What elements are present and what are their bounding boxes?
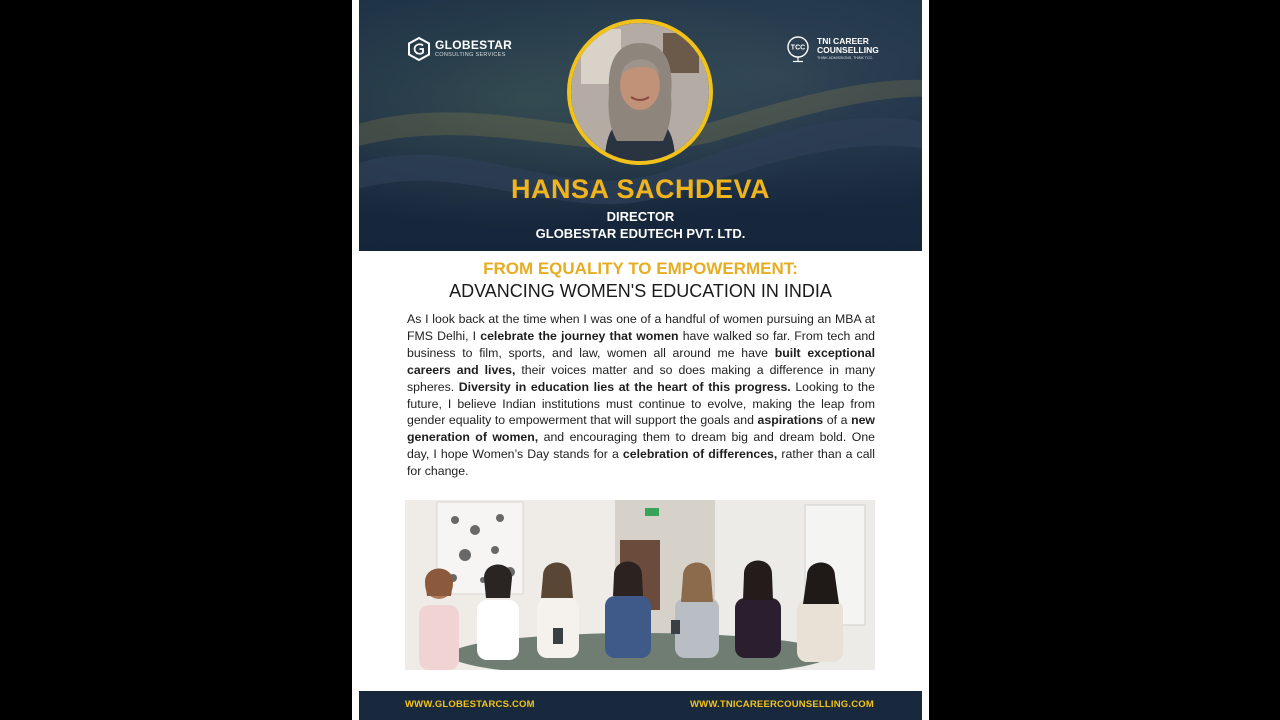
header-banner	[359, 0, 922, 251]
article-body	[407, 311, 875, 480]
person-role	[359, 208, 922, 242]
tni-career-logo	[784, 34, 879, 64]
director-portrait	[567, 19, 713, 165]
footer-bar	[359, 691, 922, 720]
body-run: and encouraging them to dream big and dream bold. One day, I hope Women’s Day stands for a	[407, 430, 876, 462]
tni-logo-name-line1: TNI CAREER	[817, 36, 869, 46]
body-run: have walked so far. From tech and business to film, sports, and law, women all around me have	[407, 328, 875, 360]
body-emphasis: aspirations	[757, 413, 824, 428]
globestar-logo-icon	[407, 37, 431, 61]
tni-logo-name-line2: COUNSELLING	[817, 45, 879, 55]
body-emphasis: built exceptional careers and lives,	[407, 345, 876, 377]
article-headline-line2: ADVANCING WOMEN'S EDUCATION IN INDIA	[449, 281, 832, 301]
tni-url-link[interactable]: WWW.TNICAREERCOUNSELLING.COM	[690, 699, 874, 710]
globestar-url-link[interactable]: WWW.GLOBESTARCS.COM	[405, 699, 535, 710]
role-company: GLOBESTAR EDUTECH PVT. LTD.	[535, 226, 746, 241]
body-emphasis: celebrate the journey that women	[480, 328, 679, 343]
body-run: rather than a call for change.	[407, 447, 876, 479]
body-run: their voices matter and so does making a difference in many spheres.	[407, 362, 876, 394]
role-title: DIRECTOR	[606, 209, 675, 224]
flyer-page	[352, 0, 929, 720]
tcc-badge: TCC	[790, 44, 806, 52]
globestar-logo-name: GLOBESTAR	[435, 38, 513, 52]
person-name: HANSA SACHDEVA	[510, 174, 771, 204]
body-emphasis: new generation of women,	[407, 413, 875, 445]
group-photo	[405, 500, 875, 670]
globestar-logo-tagline: CONSULTING SERVICES	[435, 52, 506, 58]
body-run: As I look back at the time when I was one of a handful of women pursuing an MBA at FMS Delhi, I	[407, 312, 875, 343]
body-emphasis: celebration of differences,	[622, 447, 778, 462]
tni-logo-tagline: THINK ADMISSIONS, THINK TCC.	[817, 56, 874, 60]
globestar-logo	[407, 37, 512, 61]
body-emphasis: Diversity in education lies at the heart of this progress.	[458, 379, 791, 394]
portrait-photo	[571, 23, 709, 161]
article-headline-line1: FROM EQUALITY TO EMPOWERMENT:	[483, 259, 798, 278]
tcc-globe-icon	[784, 34, 814, 64]
body-run: Looking to the future, I believe Indian institutions must continue to evolve, making the leap from gender equality to empowerment that will support the goals and	[407, 379, 875, 428]
body-run: of a	[823, 413, 852, 428]
